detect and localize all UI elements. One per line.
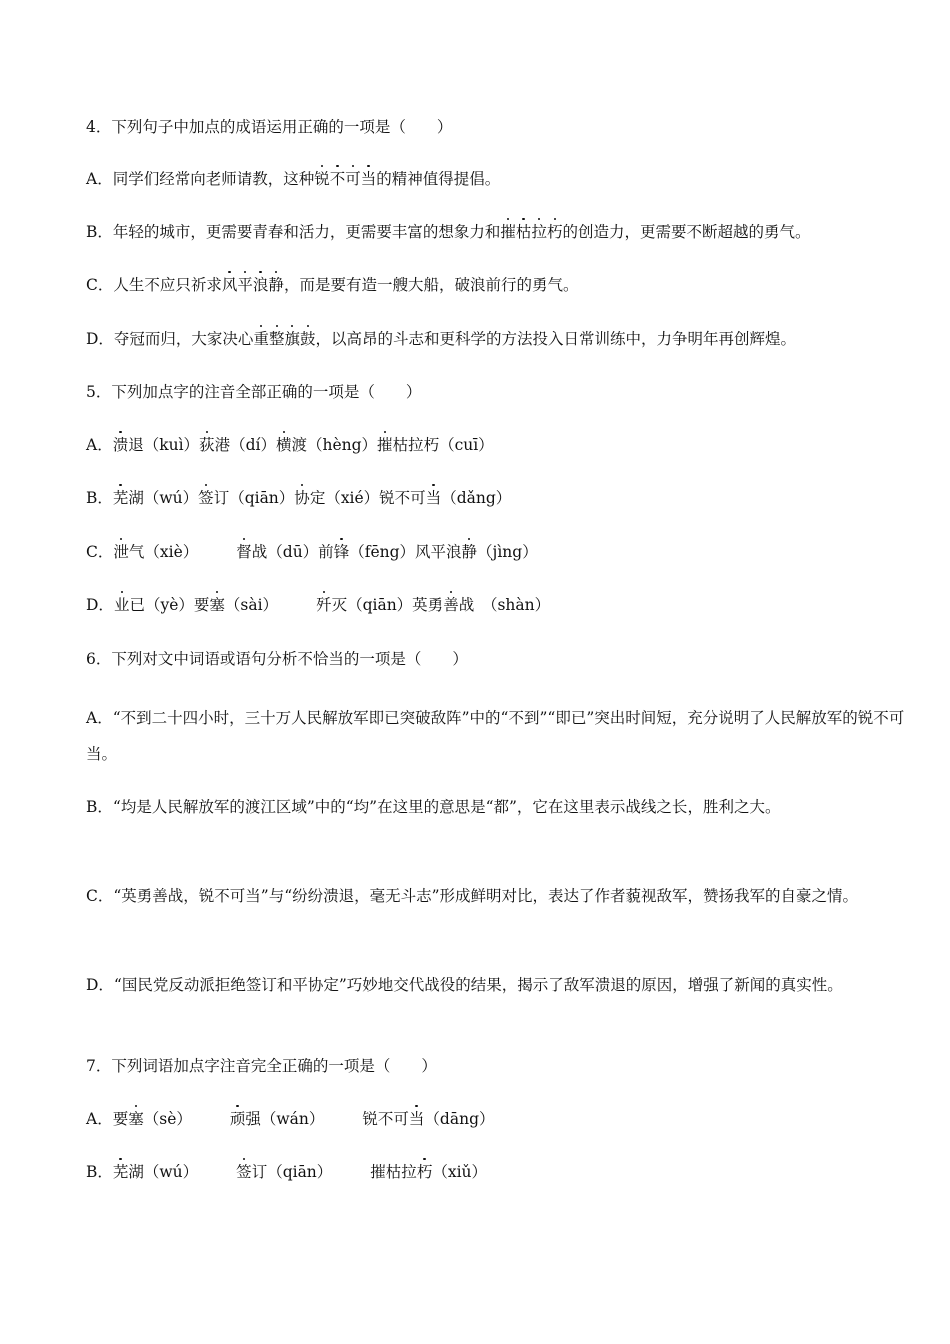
q7-a-text-3a: 锐不可 xyxy=(362,1110,409,1128)
q5-d-text-1: 已（yè）要 xyxy=(129,596,210,614)
q4-c-dotted xyxy=(222,276,284,294)
q5-c-dot-1: 泄 xyxy=(113,543,129,561)
dotted-char: 当 xyxy=(360,170,377,188)
q5-d-text-2: （sài） xyxy=(224,596,279,614)
dotted-char: 风 xyxy=(221,276,238,294)
q4-c-post: ，而是要有造一艘大船，破浪前行的勇气。 xyxy=(283,276,579,294)
q5-a-text-4: 枯拉朽（cuī） xyxy=(392,436,494,454)
q5-b-dot-3: 协 xyxy=(294,489,310,507)
q7-a-dot-3: 当 xyxy=(408,1110,425,1128)
q7-b-dot-2: 签 xyxy=(236,1163,252,1181)
q4-d-pre: D．夺冠而归，大家决心 xyxy=(86,330,254,348)
q5-c-dot-4: 静 xyxy=(461,543,478,561)
q4-stem: 4．下列句子中加点的成语运用正确的一项是（ ） xyxy=(86,118,453,136)
q7-b-text-1: 湖（wú） xyxy=(128,1163,199,1181)
q5-a-dot-1: 溃 xyxy=(112,436,129,454)
q7-b-label: B． xyxy=(86,1163,113,1181)
dotted-char: 旗 xyxy=(284,330,300,348)
q7-a-text-3: （dāng） xyxy=(424,1110,495,1128)
q7-b-text-2: 订（qiān） xyxy=(251,1163,333,1181)
q5-a-text-1: 退（kuì） xyxy=(128,436,200,454)
q6-stem: 6．下列对文中词语或语句分析不恰当的一项是（ ） xyxy=(86,650,468,668)
q5-a-dot-3: 横 xyxy=(275,436,292,454)
q5-a-text-3: 渡（hèng） xyxy=(291,436,378,454)
q4-b-dotted xyxy=(500,223,562,241)
q7-a-text-1a: 要 xyxy=(112,1110,129,1128)
q5-b-dot-4: 当 xyxy=(425,489,442,507)
dotted-char: 锐 xyxy=(314,170,330,188)
q5-c-text-4: （jìng） xyxy=(477,543,538,561)
q7-b-dot-1: 芜 xyxy=(112,1163,129,1181)
dotted-char: 枯 xyxy=(515,223,532,241)
q7-stem: 7．下列词语加点字注音完全正确的一项是（ ） xyxy=(86,1057,437,1075)
q6-option-c: C．“英勇善战，锐不可当”与“纷纷溃退，毫无斗志”形成鲜明对比，表达了作者藐视敌军，赞扬我军的自豪之情。 xyxy=(86,887,859,905)
q5-b-text-2: 订（qiān） xyxy=(213,489,295,507)
q5-a-dot-2: 荻 xyxy=(199,436,215,454)
q5-d-label: D． xyxy=(86,596,114,614)
q5-d-dot-1: 业 xyxy=(113,596,130,614)
q5-b-text-1: 湖（wú） xyxy=(128,489,199,507)
q7-a-text-2: 强（wán） xyxy=(245,1110,325,1128)
q5-a-label: A． xyxy=(86,436,113,454)
q4-a-pre: A．同学们经常向老师请教，这种 xyxy=(86,170,315,188)
q4-d-dotted xyxy=(253,330,315,348)
q5-c-label: C． xyxy=(86,543,114,561)
q7-b-text-3a: 摧枯拉 xyxy=(370,1163,417,1181)
q4-option-c xyxy=(86,274,910,296)
q4-a-dotted xyxy=(314,170,376,188)
q6-option-b: B．“均是人民解放军的渡江区域”中的“均”在这里的意思是“都”，它在这里表示战线之长，胜利之大。 xyxy=(86,798,781,816)
dotted-char: 浪 xyxy=(252,276,269,294)
q5-d-dot-2: 塞 xyxy=(209,596,225,614)
q4-c-pre: C．人生不应只祈求 xyxy=(86,276,222,294)
q5-b-label: B． xyxy=(86,489,113,507)
q5-c-text-1: 气（xiè） xyxy=(128,543,199,561)
dotted-char: 静 xyxy=(268,276,284,294)
q5-option-c xyxy=(86,541,910,563)
q4-a-post: 的精神值得提倡。 xyxy=(376,170,501,188)
q5-b-text-4: （dǎng） xyxy=(441,489,512,507)
q5-c-text-2: 战（dū）前 xyxy=(251,543,334,561)
q7-b-dot-3: 朽 xyxy=(416,1163,433,1181)
q6-option-a: A．“不到二十四小时，三十万人民解放军即已突破敌阵”中的“不到”“即已”突出时间短，充分说明了人民解放军的锐不可当。 xyxy=(86,709,905,763)
dotted-char: 整 xyxy=(268,330,285,348)
q7-b-text-3: （xiǔ） xyxy=(432,1163,488,1181)
q5-stem: 5．下列加点字的注音全部正确的一项是（ ） xyxy=(86,383,422,401)
q7-option-b xyxy=(86,1161,910,1183)
dotted-char: 可 xyxy=(345,170,361,188)
q5-b-dot-1: 芜 xyxy=(112,489,129,507)
q5-d-dot-3: 歼 xyxy=(316,596,332,614)
q4-b-pre: B．年轻的城市，更需要青春和活力，更需要丰富的想象力和 xyxy=(86,223,501,241)
dotted-char: 朽 xyxy=(546,223,563,241)
q5-option-b xyxy=(86,487,910,509)
q7-a-label: A． xyxy=(86,1110,113,1128)
q7-a-dot-1: 塞 xyxy=(128,1110,144,1128)
dotted-char: 摧 xyxy=(500,223,516,241)
q5-option-d xyxy=(86,594,910,616)
dotted-char: 拉 xyxy=(531,223,547,241)
dotted-char: 平 xyxy=(237,276,253,294)
dotted-char: 鼓 xyxy=(299,330,316,348)
q5-d-text-4: 战 （shàn） xyxy=(458,596,551,614)
q4-d-post: ，以高昂的斗志和更科学的方法投入日常训练中，力争明年再创辉煌。 xyxy=(315,330,797,348)
q5-c-dot-2: 督 xyxy=(236,543,252,561)
q7-a-dot-2: 顽 xyxy=(229,1110,246,1128)
q4-option-b xyxy=(86,221,910,243)
q5-a-text-2: 港（dí） xyxy=(214,436,276,454)
q5-d-text-3: 灭（qiān）英勇 xyxy=(331,596,444,614)
q4-b-post: 的创造力，更需要不断超越的勇气。 xyxy=(562,223,811,241)
q5-c-dot-3: 锋 xyxy=(333,543,350,561)
q5-c-text-3: （fēng）风平浪 xyxy=(349,543,462,561)
q5-b-dot-2: 签 xyxy=(198,489,214,507)
q4-option-a xyxy=(86,168,910,190)
q5-d-dot-4: 善 xyxy=(443,596,459,614)
q6-option-d: D．“国民党反动派拒绝签订和平协定”巧妙地交代战役的结果，揭示了敌军溃退的原因，增强了新闻的真实性。 xyxy=(86,976,843,994)
q5-option-a xyxy=(86,434,910,456)
dotted-char: 重 xyxy=(253,330,269,348)
q7-a-text-1: （sè） xyxy=(143,1110,192,1128)
q5-b-text-3: 定（xié）锐不可 xyxy=(309,489,426,507)
q5-a-dot-4: 摧 xyxy=(377,436,393,454)
q7-option-a xyxy=(86,1108,910,1130)
dotted-char: 不 xyxy=(329,170,346,188)
q4-option-d xyxy=(86,328,910,350)
